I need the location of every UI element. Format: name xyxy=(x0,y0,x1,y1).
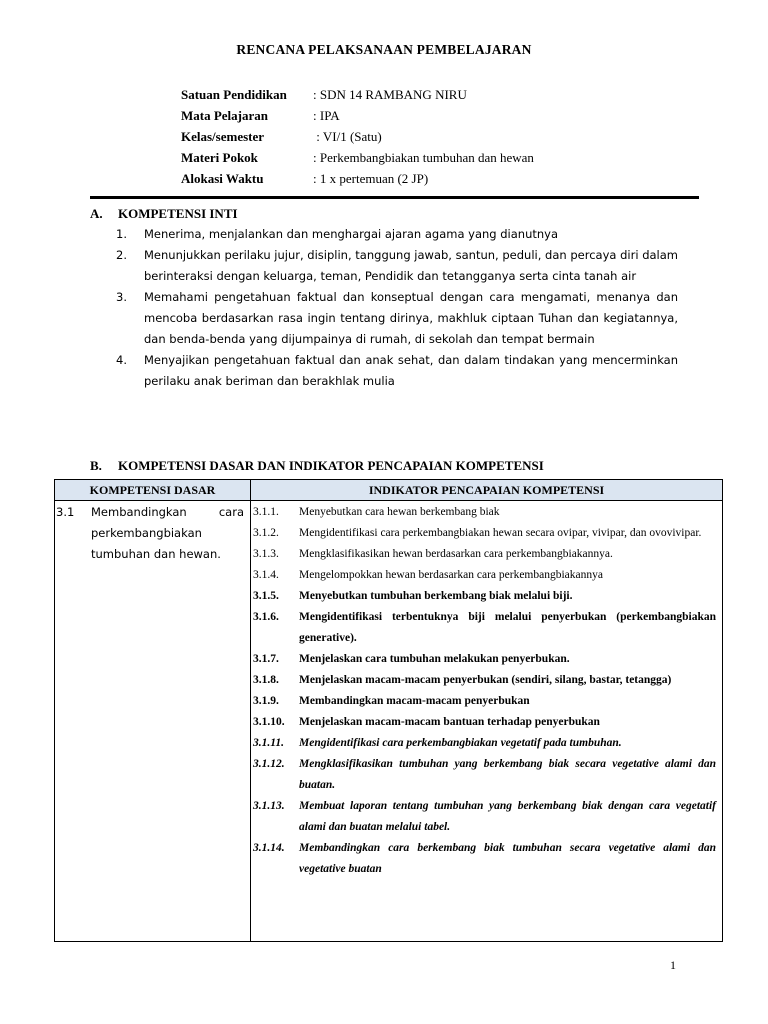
header-divider xyxy=(90,196,699,199)
indicator-item xyxy=(253,670,716,691)
indicator-item xyxy=(253,754,716,796)
indicator-item xyxy=(253,607,716,649)
indicator-number: 3.1.3. xyxy=(253,548,279,560)
indicator-item xyxy=(253,712,716,733)
column-header: KOMPETENSI DASAR xyxy=(55,480,251,501)
info-value: : Perkembangbiakan tumbuhan dan hewan xyxy=(313,150,534,165)
item-text: Memahami pengetahuan faktual dan konseptual dengan cara mengamati, menanya dan mencoba berdasarkan rasa ingin tentang dirinya, makhluk ciptaan Tuhan dan kegiatannya, dan benda-benda yang dijumpainya di rumah, di sekolah dan tempat bermain xyxy=(144,290,678,346)
indicator-number: 3.1.1. xyxy=(253,506,279,518)
info-label: Materi Pokok xyxy=(181,150,258,165)
info-value: : 1 x pertemuan (2 JP) xyxy=(313,171,429,186)
competency-table xyxy=(54,479,723,942)
kd-number: 3.1 xyxy=(56,505,75,519)
list-item xyxy=(116,287,678,350)
column-header: INDIKATOR PENCAPAIAN KOMPETENSI xyxy=(251,480,723,501)
kompetensi-inti-list xyxy=(116,224,678,392)
item-text: Menerima, menjalankan dan menghargai ajaran agama yang dianutnya xyxy=(144,227,559,241)
info-label: Kelas/semester xyxy=(181,129,265,144)
indicator-item xyxy=(253,733,716,754)
list-item xyxy=(116,350,678,392)
indicator-item xyxy=(253,649,716,670)
section-title: KOMPETENSI DASAR DAN INDIKATOR PENCAPAIAN KOMPETENSI xyxy=(118,458,544,473)
indicator-number: 3.1.4. xyxy=(253,569,279,581)
indicator-text: Membandingkan macam-macam penyerbukan xyxy=(299,695,530,707)
indicator-cell xyxy=(251,501,723,942)
indicator-number: 3.1.6. xyxy=(253,611,279,623)
kd-cell xyxy=(55,501,251,942)
info-label: Satuan Pendidikan xyxy=(181,87,287,102)
indicator-text: Menyebutkan cara hewan berkembang biak xyxy=(299,506,500,518)
indicator-number: 3.1.12. xyxy=(253,758,285,770)
indicator-number: 3.1.7. xyxy=(253,653,279,665)
indicator-number: 3.1.8. xyxy=(253,674,279,686)
indicator-item xyxy=(253,691,716,712)
item-number: 1. xyxy=(116,227,127,241)
section-letter: A. xyxy=(90,206,103,221)
indicator-item xyxy=(253,565,716,586)
page-number: 1 xyxy=(670,958,676,972)
indicator-number: 3.1.9. xyxy=(253,695,279,707)
indicator-text: Mengidentifikasi terbentuknya biji melalui penyerbukan (perkembangbiakan generative). xyxy=(299,611,716,644)
list-item xyxy=(116,224,678,245)
section-title: KOMPETENSI INTI xyxy=(118,206,238,221)
indicator-text: Mengidentifikasi cara perkembangbiakan hewan secara ovipar, vivipar, dan ovovivipar. xyxy=(299,527,702,539)
indicator-text: Mengelompokkan hewan berdasarkan cara perkembangbiakannya xyxy=(299,569,603,581)
indicator-text: Membuat laporan tentang tumbuhan yang berkembang biak dengan cara vegetatif alami dan buatan melalui tabel. xyxy=(299,800,716,833)
info-value: : IPA xyxy=(313,108,340,123)
table-row xyxy=(55,501,723,942)
indicator-text: Mengklasifikasikan hewan berdasarkan cara perkembangbiakannya. xyxy=(299,548,613,560)
indicator-text: Menjelaskan macam-macam bantuan terhadap penyerbukan xyxy=(299,716,600,728)
indicator-number: 3.1.13. xyxy=(253,800,285,812)
info-label: Alokasi Waktu xyxy=(181,171,264,186)
item-number: 2. xyxy=(116,248,127,262)
info-value: : SDN 14 RAMBANG NIRU xyxy=(313,87,467,102)
document-title: RENCANA PELAKSANAAN PEMBELAJARAN xyxy=(236,42,532,57)
item-text: Menunjukkan perilaku jujur, disiplin, tanggung jawab, santun, peduli, dan percaya diri dalam berinteraksi dengan keluarga, teman, Pendidik dan tetangganya serta cinta tanah air xyxy=(144,248,678,283)
indicator-number: 3.1.11. xyxy=(253,737,284,749)
indicator-item xyxy=(253,796,716,838)
indicator-number: 3.1.5. xyxy=(253,590,279,602)
indicator-text: Menjelaskan cara tumbuhan melakukan penyerbukan. xyxy=(299,653,570,665)
table-header-row xyxy=(55,480,723,501)
info-label: Mata Pelajaran xyxy=(181,108,269,123)
indicator-item xyxy=(253,502,716,523)
item-number: 3. xyxy=(116,290,127,304)
item-text: Menyajikan pengetahuan faktual dan anak sehat, dan dalam tindakan yang mencerminkan perilaku anak beriman dan berakhlak mulia xyxy=(144,353,678,388)
indicator-text: Mengidentifikasi cara perkembangbiakan vegetatif pada tumbuhan. xyxy=(299,737,622,749)
info-value: : VI/1 (Satu) xyxy=(313,129,382,144)
indicator-item xyxy=(253,523,716,544)
indicator-item xyxy=(253,586,716,607)
indicator-text: Mengklasifikasikan tumbuhan yang berkembang biak secara vegetative alami dan buatan. xyxy=(299,758,716,791)
indicator-number: 3.1.2. xyxy=(253,527,279,539)
indicator-number: 3.1.14. xyxy=(253,842,285,854)
indicator-number: 3.1.10. xyxy=(253,716,285,728)
kd-text: Membandingkan cara perkembangbiakan tumbuhan dan hewan. xyxy=(91,505,244,561)
indicator-text: Menjelaskan macam-macam penyerbukan (sendiri, silang, bastar, tetangga) xyxy=(299,674,672,686)
indicator-text: Membandingkan cara berkembang biak tumbuhan secara vegetative alami dan vegetative buatan xyxy=(299,842,716,875)
item-number: 4. xyxy=(116,353,127,367)
section-letter: B. xyxy=(90,458,102,473)
indicator-text: Menyebutkan tumbuhan berkembang biak melalui biji. xyxy=(299,590,573,602)
list-item xyxy=(116,245,678,287)
indicator-item xyxy=(253,544,716,565)
indicator-item xyxy=(253,838,716,880)
